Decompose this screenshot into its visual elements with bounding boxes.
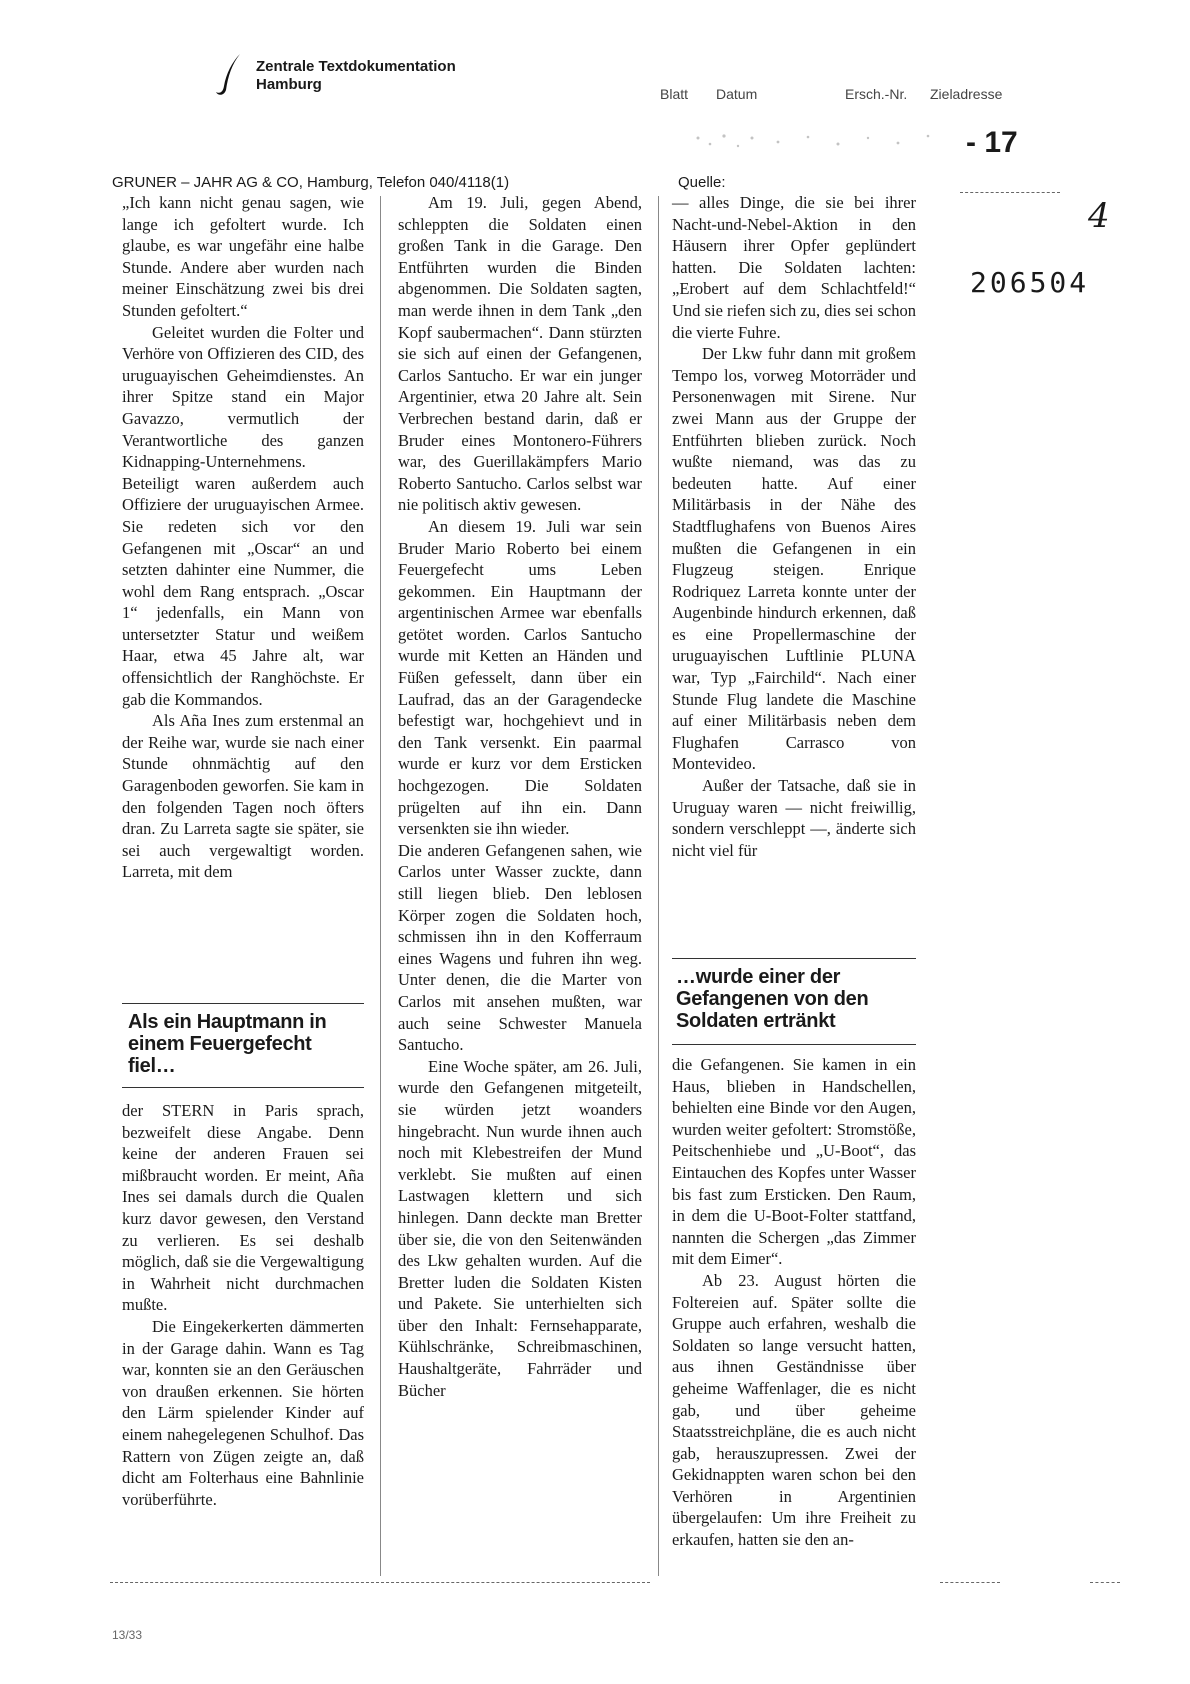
paragraph: Ab 23. August hörten die Foltereien auf. Später sollte die Gruppe auch erfahren, weshalb die Soldaten so lange versucht hatten, aus ihnen Geständnisse über geheime Waffenlager, die es nicht gab, und über geheime Staatsstreichpläne, die es auch nicht gab, herauszupressen. Zwei der Gekidnappten waren schon bei den Verhören in Argentinien übergelaufen: Um ihre Freiheit zu erkaufen, hatten sie den an- — [672, 1270, 916, 1550]
column-3-bottom — [672, 1054, 916, 1551]
cut-mark-line — [940, 1582, 1000, 1583]
paragraph: Eine Woche später, am 26. Juli, wurde den Gefangenen mitgeteilt, sie würden jetzt woanders hingebracht. Nun wurde ihnen auch noch mit Klebestreifen der Mund verklebt. Sie mußten auf einen Lastwagen klettern und sich hinlegen. Dann deckte man Bretter über sie, die von den Seitenwänden des Lkw gehalten wurden. Auf die Bretter luden die Soldaten Kisten und Pakete. Sie unterhielten sich über den Inhalt: Fernsehapparate, Kühlschränke, Schreibmaschinen, Haushaltgeräte, Fahrräder und Bücher — [398, 1056, 642, 1400]
cut-mark-line — [960, 192, 1060, 193]
heading-rule-bottom — [672, 1044, 916, 1045]
page-number: - 17 — [966, 126, 1018, 159]
org-line-2: Hamburg — [256, 76, 322, 93]
paragraph: Als Aña Ines zum erstenmal an der Reihe war, wurde sie nach einer Stunde ohnmächtig auf den Garagenboden geworfen. Sie kam in den folgenden Tagen noch öfters dran. Zu Larreta sagte sie später, sie sei auch vergewaltigt worden. Larreta, mit dem — [122, 711, 364, 882]
field-ersch-nr: Ersch.-Nr. — [845, 86, 908, 102]
paragraph: Geleitet wurden die Folter und Verhöre von Offizieren des CID, des uruguayischen Geheimdienstes. An ihrer Spitze stand ein Major Gavazzo, vermutlich der Verantwortliche des ganzen Kidnapping-Unternehmens. Beteiligt waren außerdem auch Offiziere der uruguayischen Armee. Sie redeten sich vor den Gefangenen mit „Oscar“ an und setzten dahinter eine Nummer, die wohl dem Rang entsprach. „Oscar 1“ jedenfalls, ein Mann von untersetzter Statur und weißem Haar, etwa 45 Jahre alt, war offensichtlich der Ranghöchste. Er gab die Kommandos. — [122, 322, 364, 709]
paragraph: der STERN in Paris sprach, bezweifelt diese Angabe. Denn keine der anderen Frauen sei mißbraucht worden. Er meint, Aña Ines sei damals durch die Qualen kurz davor gewesen, den Verstand zu verlieren. Es sei deshalb möglich, daß sie die Vergewaltigung in Wahrheit nicht durchmachen mußte. — [122, 1101, 364, 1315]
section-heading-2: …wurde einer der Gefangenen von den Soldaten ertränkt — [676, 966, 869, 1032]
document-number: 206504 — [970, 266, 1090, 299]
org-line-1: Zentrale Textdokumentation — [256, 58, 456, 75]
paragraph: Am 19. Juli, gegen Abend, schleppten die Soldaten einen großen Tank in die Garage. Den Entführten wurden die Binden abgenommen. Die Soldaten sagten, man werde ihnen in dem Tank „den Kopf saubermachen“. Dann stürzten sie sich auf einen der Gefangenen, Carlos Santucho. Er war ein junger Argentinier, etwa 20 Jahre alt. Sein Verbrechen bestand darin, daß er Bruder eines Montonero-Führers war, des Guerillakämpfers Mario Roberto Santucho. Carlos selbst war nie politisch aktiv gewesen. — [398, 193, 642, 515]
field-blatt: Blatt — [660, 86, 689, 102]
paragraph: „Ich kann nicht genau sagen, wie lange ich gefoltert wurde. Ich glaube, es war ungefähr eine halbe Stunde. Andere aber wurden nach meiner Einschätzung zwei bis drei Stunden gefoltert.“ — [122, 193, 364, 320]
archive-logo — [214, 50, 248, 110]
paragraph: An diesem 19. Juli war sein Bruder Mario Roberto bei einem Feuergefecht ums Leben gekommen. Ein Hauptmann der argentinischen Armee war ebenfalls getötet worden. Carlos Santucho wurde mit Ketten an Händen und Füßen gefesselt, dann über ein Laufrad, das an der Garagendecke befestigt war, hochgehievt und in den Tank versenkt. Ein paarmal wurde er kurz vor dem Ersticken hochgezogen. Die Soldaten prügelten auf ihn ein. Dann versenkten sie ihn wieder. — [398, 516, 642, 839]
heading-rule-top — [122, 1003, 364, 1004]
cut-mark-line — [1090, 1582, 1120, 1583]
paragraph: Der Lkw fuhr dann mit großem Tempo los, vorweg Motorräder und Personenwagen mit Sirene. Nur zwei Mann aus der Gruppe der Entführten blieben zurück. Noch wußte niemand, was das zu bedeuten hatte. Auf einer Militärbasis in der Nähe des Stadtflughafens von Buenos Aires mußten die Gefangenen in ein Flugzeug steigen. Enrique Rodriquez Larreta konnte unter der Augenbinde hindurch erkennen, daß es eine Propellermaschine der uruguayischen Luftlinie PLUNA war, Typ „Fairchild“. Nach einer Stunde Flug landete die Maschine auf einer Militärbasis neben dem Flughafen Carrasco von Montevideo. — [672, 344, 916, 774]
paragraph: Außer der Tatsache, daß sie in Uruguay waren — nicht freiwillig, sondern verschleppt —, änderte sich nicht viel für — [672, 776, 916, 860]
paragraph: Die anderen Gefangenen sahen, wie Carlos unter Wasser zuckte, dann still liegen blieb. Den leblosen Körper zogen die Soldaten hoch, schmissen ihn in den Kofferraum eines Wagens und fuhren ihn weg. Unter denen, die die Marter von Carlos mit ansehen mußten, war auch seine Schwester Manuela Santucho. — [398, 840, 642, 1055]
footer-code: 13/33 — [112, 1628, 143, 1642]
date-stamp — [688, 128, 958, 156]
field-datum: Datum — [716, 86, 758, 102]
paragraph: — alles Dinge, die sie bei ihrer Nacht-und-Nebel-Aktion in den Häusern ihrer Opfer geplündert hatten. Die Soldaten lachten: „Erobert auf dem Schlachtfeld!“ Und sie riefen sich zu, dies sei schon die vierte Fuhre. — [672, 193, 916, 342]
handwritten-mark: 4 — [1088, 196, 1110, 236]
field-zieladresse: Zieladresse — [930, 86, 1003, 102]
column-1-top — [122, 192, 364, 883]
column-divider-1 — [380, 196, 381, 1576]
publisher-line: GRUNER – JAHR AG & CO, Hamburg, Telefon 040/4118(1) — [112, 174, 510, 191]
heading-rule-top — [672, 958, 916, 959]
paragraph: die Gefangenen. Sie kamen in ein Haus, blieben in Handschellen, behielten eine Binde vor den Augen, wurden weiter gefoltert: Stromstöße, Peitschenhiebe und „U-Boot“, das Eintauchen des Kopfes unter Wasser bis fast zum Ersticken. Den Raum, in dem die U-Boot-Folter stattfand, nannten die Schergen „das Zimmer mit dem Eimer“. — [672, 1055, 916, 1269]
cut-mark-line — [110, 1582, 650, 1583]
org-name — [256, 58, 456, 94]
quill-logo-icon — [214, 50, 248, 100]
column-2 — [398, 192, 642, 1401]
source-label: Quelle: — [678, 174, 726, 191]
paragraph: Die Eingekerkerten dämmerten in der Garage dahin. Wann es Tag war, konnten sie an den Geräuschen von draußen erkennen. Sie hörten den Lärm spielender Kinder auf einem nahegelegenen Schulhof. Das Rattern von Zügen zeigte an, daß dicht am Folterhaus eine Bahnlinie vorüberführte. — [122, 1316, 364, 1509]
column-1-bottom — [122, 1100, 364, 1510]
column-divider-2 — [658, 196, 659, 1576]
column-3-top — [672, 192, 916, 861]
heading-rule-bottom — [122, 1087, 364, 1088]
section-heading-1: Als ein Hauptmann in einem Feuergefecht fiel… — [128, 1011, 327, 1077]
